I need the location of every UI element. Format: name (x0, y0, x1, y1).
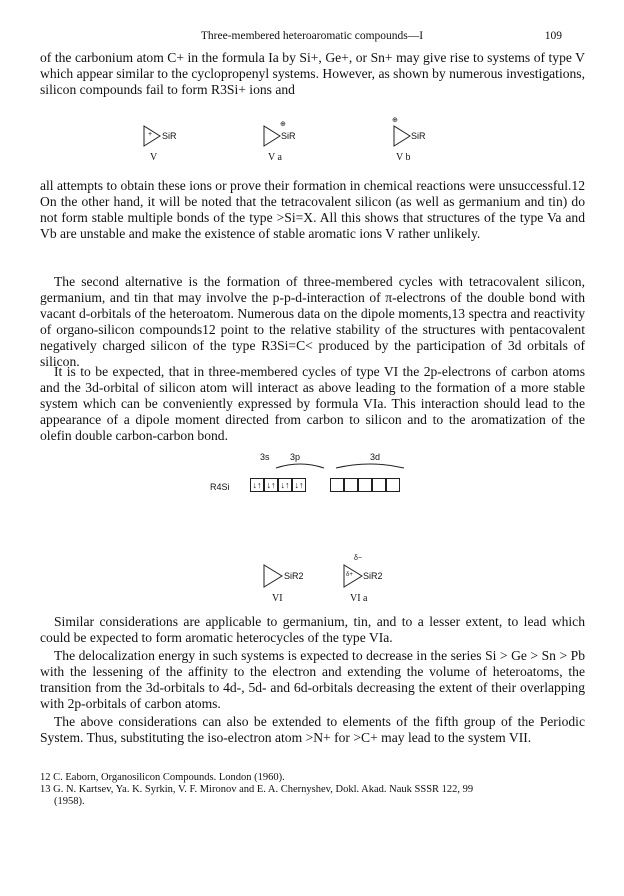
paragraph-5: Similar considerations are applicable to germanium, tin, and to a lesser extent, to lead which could be expected to form aromatic heterocycles of the type VIa. (40, 614, 585, 645)
orbital-level-3s: 3s (260, 452, 270, 462)
orbital-brackets (210, 452, 430, 472)
structure-drawings (130, 118, 470, 168)
structures-vi-figure (250, 555, 420, 605)
structure-va-ring (264, 126, 280, 146)
structure-v-atom: SiR (162, 131, 177, 141)
paragraph-1: of the carbonium atom C+ in the formula Ia by Si+, Ge+, or Sn+ may give rise to systems of type V which appear similar to the cyclopropenyl systems. However, as shown by numerous investigations, silicon compounds fail to form R3Si+ ions and (40, 50, 585, 97)
structure-vi-label: VI (272, 593, 283, 604)
orbital-box-empty (344, 478, 358, 492)
structures-v-figure (130, 118, 470, 168)
structure-via-charge: δ− (354, 555, 362, 562)
orbital-box-empty (372, 478, 386, 492)
structure-vi-ring (264, 565, 282, 587)
structure-vb-label: V b (396, 152, 411, 163)
orbital-box-empty (358, 478, 372, 492)
running-header (40, 30, 584, 46)
orbital-atom-label: R4Si (210, 482, 230, 492)
footnotes (40, 772, 585, 808)
structure-vi-atom: SiR2 (284, 571, 304, 581)
orbital-level-3p: 3p (290, 452, 301, 462)
footnote-13-continuation: (1958). (54, 796, 85, 807)
structure-via-inner-charge: δ+ (346, 572, 353, 578)
running-title: Three-membered heteroaromatic compounds—I (200, 30, 424, 42)
structure-vb-ring (394, 126, 410, 146)
orbital-level-3d: 3d (370, 452, 381, 462)
structure-via-atom: SiR2 (363, 571, 383, 581)
paragraph-6: The delocalization energy in such systems is expected to decrease in the series Si > Ge > Sn > Pb with the lessening of the affinity to the electron and extending the volume of heteroatoms, the transition from the 3d-orbitals to 4d-, 5d- and 6d-orbitals decreasing the extent of their overlapping with 2p-orbitals of carbon atoms. (40, 648, 585, 711)
orbital-box-filled: ↓↑ (264, 478, 278, 492)
paragraph-3: The second alternative is the formation of three-membered cycles with tetracovalent silicon, germanium, and tin that may involve the p-p-d-interaction of π-electrons of the double bond with vacant d-orbitals of the heteroatom. Numerous data on the dipole moments,13 spectra and reactivity of organo-silicon compounds12 point to the relative stability of the structures with pentacovalent negatively charged silicon of the type R3Si=C< produced by the participation of 3d orbitals of silicon. (40, 274, 585, 369)
structure-va-atom: SiR (281, 131, 296, 141)
structure-via-label: VI a (350, 593, 368, 604)
orbital-boxes (250, 478, 410, 492)
orbital-box-empty (386, 478, 400, 492)
orbital-box-filled: ↓↑ (250, 478, 264, 492)
structure-vb-charge: ⊕ (392, 117, 398, 124)
orbital-box-filled: ↓↑ (278, 478, 292, 492)
structure-v-charge: + (148, 131, 153, 138)
footnote-13: 13 G. N. Kartsev, Ya. K. Syrkin, V. F. Mironov and E. A. Chernyshev, Dokl. Akad. Nauk SSSR 122, 99 (40, 784, 474, 795)
paragraph-7: The above considerations can also be extended to elements of the fifth group of the Periodic System. Thus, substituting the iso-electron atom >N+ for >C+ may lead to the system VII. (40, 714, 585, 745)
page-number: 109 (544, 30, 562, 42)
orbital-diagram (210, 452, 430, 502)
paragraph-4: It is to be expected, that in three-membered cycles of type VI the 2p-electrons of carbon atoms and the 3d-orbital of silicon atom will interact as above leading to the formation of a more stable system which can be conveniently expressed by formula VIa. This interaction should lead to the appearance of a dipole moment directed from carbon to silicon and to the aromatization of the olefin double carbon-carbon bond. (40, 364, 585, 443)
structure-v-label: V (150, 152, 158, 163)
footnote-12: 12 C. Eaborn, Organosilicon Compounds. London (1960). (40, 772, 285, 783)
paragraph-2: all attempts to obtain these ions or prove their formation in chemical reactions were unsuccessful.12 On the other hand, it will be noted that the tetracovalent silicon (as well as germanium and tin) do not form stable multiple bonds of the type >Si=X. All this shows that structures of the type Va and Vb are unstable and make the existence of stable aromatic ions V rather unlikely. (40, 178, 585, 241)
structure-va-label: V a (268, 152, 282, 163)
structure-va-charge: ⊕ (280, 121, 286, 128)
orbital-box-empty (330, 478, 344, 492)
orbital-box-filled: ↓↑ (292, 478, 306, 492)
structure-vb-atom: SiR (411, 131, 426, 141)
